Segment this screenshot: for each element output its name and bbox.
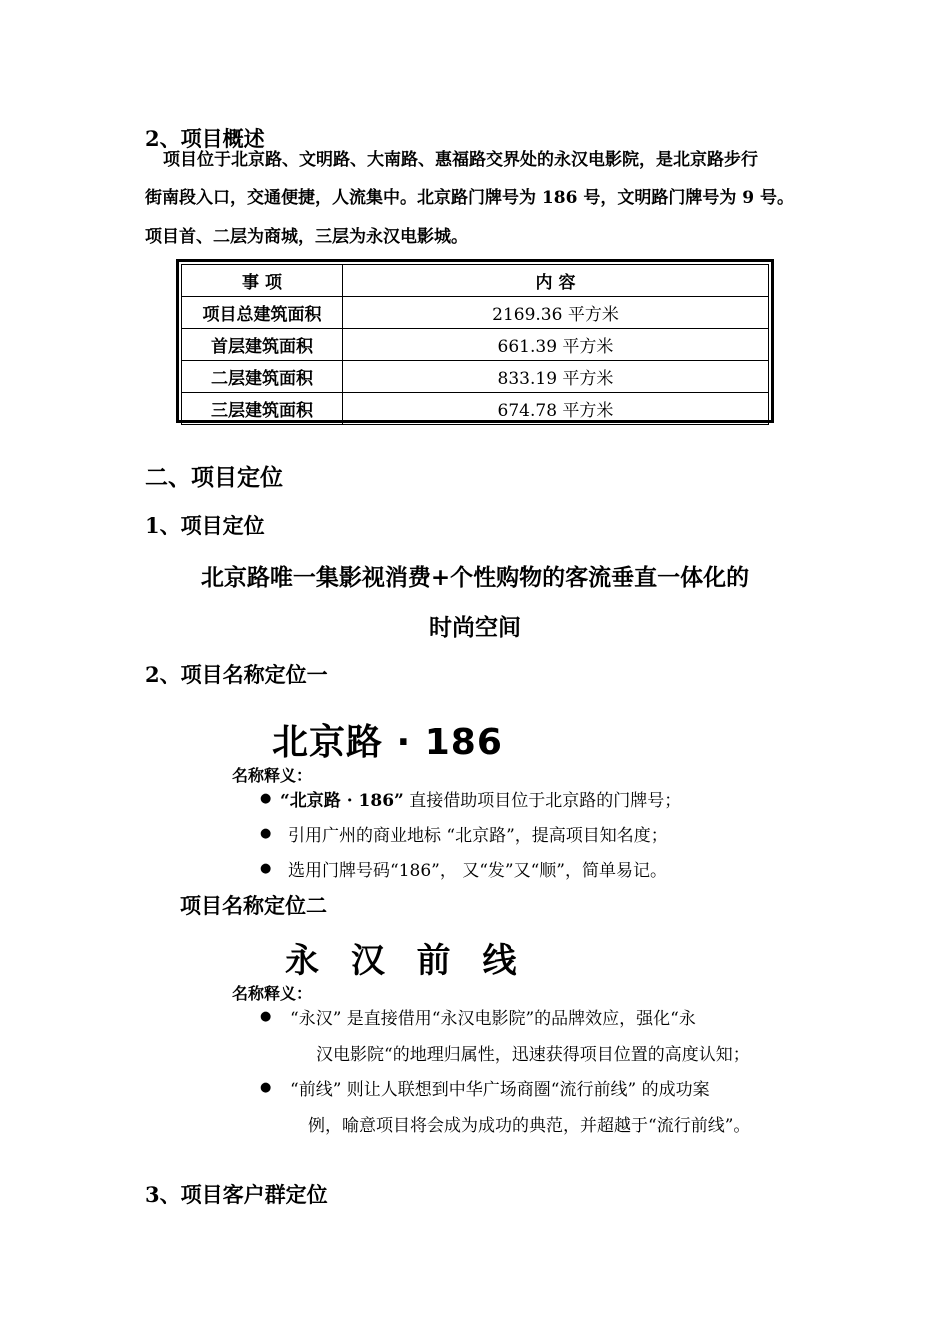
table-cell-item: 首层建筑面积 [182, 329, 343, 361]
bullet-icon: ● [260, 1080, 272, 1095]
table-header-row [182, 265, 769, 297]
name2-item-2-line2: 例，喻意项目将会成为成功的典范，并超越于“流行前线”。 [308, 1116, 751, 1136]
section2-heading: 二、项目定位 [145, 464, 283, 491]
overview-line-1: 项目位于北京路、文明路、大南路、惠福路交界处的永汉电影院，是北京路步行 [163, 150, 758, 170]
name2-item-1-line2: 汉电影院“的地理归属性，迅速获得项目位置的高度认知； [316, 1045, 750, 1065]
table-cell-item: 项目总建筑面积 [182, 297, 343, 329]
bullet-icon: ● [260, 826, 272, 841]
name2-heading: 项目名称定位二 [180, 893, 327, 918]
name1-item-3: 选用门牌号码“186”， 又“发”又“顺”，简单易记。 [288, 861, 667, 881]
table-row [182, 297, 769, 329]
slogan-line-1: 北京路唯一集影视消费+个性购物的客流垂直一体化的 [200, 564, 750, 591]
area-table [176, 259, 774, 423]
bullet-icon: ● [260, 861, 272, 876]
slogan-line-2: 时尚空间 [429, 614, 521, 641]
table-row [182, 361, 769, 393]
name1-label: 名称释义： [232, 766, 313, 785]
table-row [182, 393, 769, 425]
table-cell-value: 661.39 平方米 [343, 329, 769, 361]
table-header-item: 事 项 [182, 265, 343, 297]
table-cell-item: 二层建筑面积 [182, 361, 343, 393]
overview-line-3: 项目首、二层为商城，三层为永汉电影城。 [145, 227, 468, 247]
table-header-content: 内 容 [343, 265, 769, 297]
brand-name-2: 永 汉 前 线 [285, 941, 527, 981]
name1-item-1-text: 直接借助项目位于北京路的门牌号； [403, 791, 682, 811]
bullet-icon: ● [260, 1009, 272, 1024]
overview-heading: 2、项目概述 [145, 126, 265, 151]
name2-label: 名称释义： [232, 984, 313, 1003]
name1-item-1-strong: “北京路 · 186” [280, 791, 404, 811]
bullet-icon: ● [260, 791, 272, 806]
table-row [182, 329, 769, 361]
name1-item-1 [280, 786, 681, 811]
brand-name-1: 北京路 · 186 [272, 722, 503, 763]
table-cell-value: 674.78 平方米 [343, 393, 769, 425]
table-cell-value: 2169.36 平方米 [343, 297, 769, 329]
name1-item-2: 引用广州的商业地标 “北京路”，提高项目知名度； [288, 826, 668, 846]
section2-sub2: 2、项目名称定位一 [145, 662, 328, 687]
table-cell-value: 833.19 平方米 [343, 361, 769, 393]
name2-item-2-line1: “前线” 则让人联想到中华广场商圈“流行前线” 的成功案 [290, 1080, 710, 1100]
section3-heading: 3、项目客户群定位 [145, 1182, 328, 1207]
section2-sub1: 1、项目定位 [145, 513, 265, 538]
table-cell-item: 三层建筑面积 [182, 393, 343, 425]
overview-line-2: 街南段入口，交通便捷，人流集中。北京路门牌号为 186 号，文明路门牌号为 9 号。 [145, 188, 794, 208]
name2-item-1-line1: “永汉” 是直接借用“永汉电影院”的品牌效应，强化“永 [290, 1009, 696, 1029]
